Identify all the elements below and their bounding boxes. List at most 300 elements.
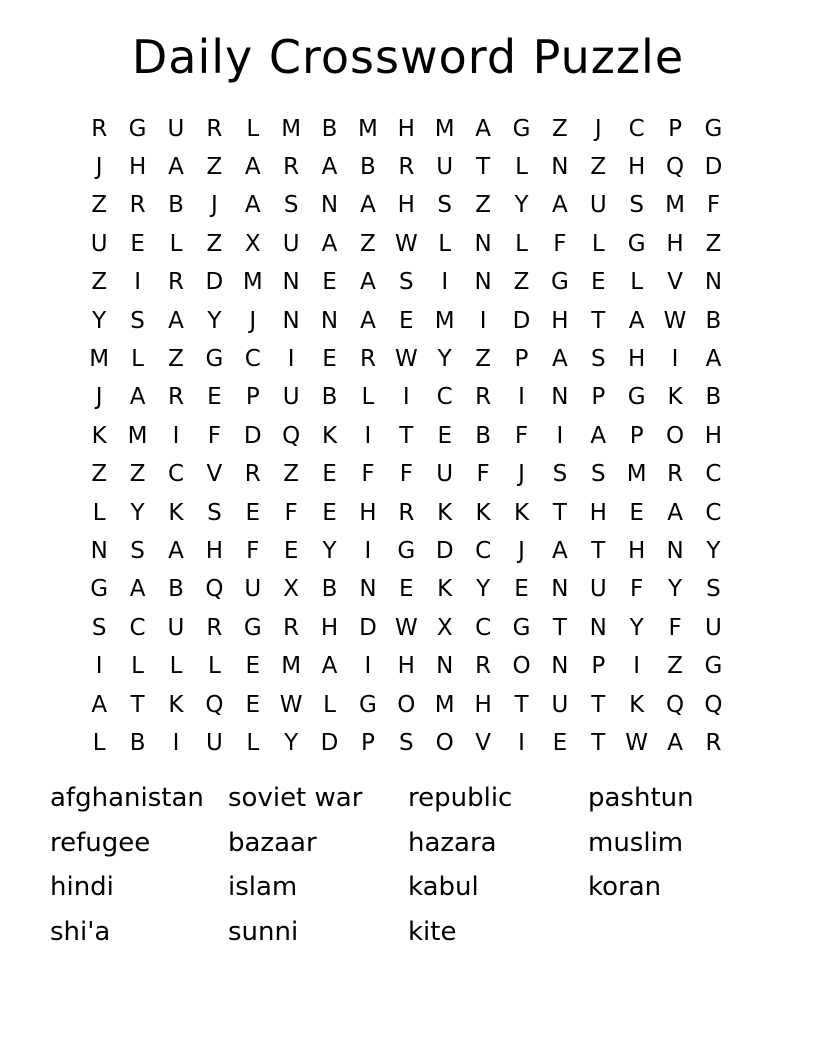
grid-letter: G: [359, 691, 377, 718]
grid-letter: Y: [476, 576, 491, 603]
grid-letter: R: [398, 154, 415, 181]
grid-letter: E: [130, 230, 145, 257]
grid-letter: I: [556, 422, 564, 449]
grid-letter: R: [129, 192, 146, 219]
grid-letter: Y: [284, 729, 299, 756]
word-list-item: soviet war: [228, 783, 363, 814]
grid-letter: N: [704, 269, 723, 296]
grid-letter: R: [283, 614, 300, 641]
grid-letter: R: [206, 115, 223, 142]
grid-letter: G: [627, 230, 646, 257]
grid-letter: A: [667, 729, 683, 756]
grid-letter: A: [168, 307, 184, 334]
grid-letter: E: [322, 346, 337, 373]
grid-letter: L: [131, 653, 144, 680]
grid-letter: L: [323, 691, 336, 718]
grid-letter: U: [167, 115, 185, 142]
grid-letter: F: [706, 192, 721, 219]
grid-letter: R: [167, 384, 184, 411]
word-list: [50, 776, 768, 954]
grid-letter: D: [704, 154, 723, 181]
grid-letter: V: [667, 269, 683, 296]
grid-letter: S: [130, 537, 145, 564]
word-list-item: kabul: [408, 872, 479, 903]
grid-letter: L: [169, 230, 183, 257]
grid-letter: T: [552, 499, 567, 526]
grid-letter: S: [590, 346, 606, 373]
grid-letter: M: [665, 192, 685, 219]
grid-letter: W: [663, 307, 687, 334]
grid-letter: J: [210, 192, 218, 219]
grid-letter: M: [281, 115, 302, 142]
word-list-item: refugee: [50, 827, 151, 858]
grid-letter: C: [475, 614, 492, 641]
grid-letter: C: [436, 384, 453, 411]
grid-letter: Y: [130, 499, 145, 526]
grid-letter: T: [591, 307, 606, 334]
grid-letter: K: [437, 499, 453, 526]
grid-letter: R: [359, 346, 376, 373]
grid-letter: O: [666, 422, 685, 449]
grid-letter: U: [282, 230, 300, 257]
grid-letter: Z: [552, 115, 568, 142]
grid-letter: N: [436, 653, 454, 680]
grid-letter: T: [130, 691, 145, 718]
grid-letter: L: [361, 384, 375, 411]
grid-letter: G: [704, 115, 723, 142]
grid-letter: Y: [207, 307, 222, 334]
grid-letter: E: [245, 653, 261, 680]
grid-letter: A: [360, 307, 376, 334]
grid-letter: E: [629, 499, 644, 526]
grid-letter: R: [475, 384, 492, 411]
grid-letter: S: [283, 192, 299, 219]
grid-letter: Y: [668, 576, 683, 603]
grid-letter: A: [628, 307, 645, 334]
grid-letter: F: [630, 576, 644, 603]
grid-letter: L: [515, 230, 528, 257]
grid-letter: H: [666, 230, 684, 257]
grid-letter: U: [705, 614, 722, 641]
grid-letter: Q: [205, 576, 224, 603]
grid-letter: C: [475, 537, 492, 564]
grid-letter: M: [242, 269, 263, 296]
grid-letter: O: [512, 653, 531, 680]
grid-letter: U: [551, 691, 569, 718]
grid-letter: Y: [437, 346, 452, 373]
grid-letter: B: [321, 576, 338, 603]
grid-letter: A: [168, 537, 184, 564]
grid-letter: J: [95, 154, 103, 181]
grid-letter: N: [90, 537, 108, 564]
grid-letter: P: [591, 384, 606, 411]
word-list-item: pashtun: [588, 783, 694, 814]
grid-letter: C: [129, 614, 146, 641]
grid-letter: T: [552, 614, 567, 641]
grid-letter: F: [399, 461, 413, 488]
grid-letter: T: [476, 154, 491, 181]
word-list-item: kite: [408, 916, 457, 947]
grid-letter: L: [92, 729, 106, 756]
grid-letter: F: [514, 422, 529, 449]
grid-letter: A: [321, 653, 338, 680]
grid-letter: I: [671, 346, 679, 373]
grid-letter: W: [394, 614, 418, 641]
grid-letter: B: [168, 576, 184, 603]
grid-letter: F: [361, 461, 375, 488]
grid-letter: B: [705, 307, 722, 334]
grid-letter: M: [89, 346, 110, 373]
grid-letter: S: [130, 307, 145, 334]
grid-letter: E: [514, 576, 529, 603]
grid-letter: L: [515, 154, 528, 181]
word-list-item: republic: [408, 783, 513, 814]
grid-letter: B: [321, 384, 338, 411]
grid-letter: Q: [666, 154, 685, 181]
grid-letter: M: [434, 307, 455, 334]
grid-letter: R: [667, 461, 684, 488]
word-list-item: hazara: [408, 827, 497, 858]
grid-letter: R: [206, 614, 223, 641]
grid-letter: E: [552, 729, 568, 756]
grid-letter: U: [282, 384, 300, 411]
grid-letter: K: [168, 691, 184, 718]
grid-letter: C: [167, 461, 184, 488]
grid-letter: A: [552, 192, 568, 219]
grid-letter: Y: [92, 307, 107, 334]
grid-letter: E: [322, 461, 337, 488]
grid-letter: M: [127, 422, 148, 449]
grid-letter: S: [399, 729, 414, 756]
grid-letter: J: [518, 537, 525, 564]
grid-letter: Z: [475, 346, 491, 373]
grid-letter: E: [322, 499, 337, 526]
grid-letter: Q: [666, 691, 685, 718]
grid-letter: A: [129, 384, 146, 411]
grid-letter: D: [320, 729, 339, 756]
grid-letter: X: [283, 576, 300, 603]
grid-letter: I: [364, 422, 372, 449]
grid-letter: I: [364, 537, 372, 564]
grid-letter: K: [513, 499, 530, 526]
grid-letter: N: [474, 230, 492, 257]
grid-letter: I: [441, 269, 449, 296]
grid-letter: H: [628, 537, 646, 564]
grid-letter: L: [591, 230, 605, 257]
grid-letter: V: [475, 729, 491, 756]
grid-letter: T: [514, 691, 529, 718]
grid-letter: Q: [282, 422, 301, 449]
grid-letter: E: [437, 422, 452, 449]
grid-letter: R: [475, 653, 492, 680]
grid-letter: H: [589, 499, 607, 526]
page-title: Daily Crossword Puzzle: [131, 30, 685, 84]
grid-letter: R: [244, 461, 261, 488]
grid-letter: H: [551, 307, 569, 334]
grid-letter: G: [512, 614, 531, 641]
grid-letter: A: [667, 499, 683, 526]
grid-letter: N: [474, 269, 492, 296]
grid-letter: Z: [283, 461, 300, 488]
grid-letter: N: [320, 192, 339, 219]
grid-letter: I: [172, 422, 180, 449]
grid-letter: K: [91, 422, 107, 449]
grid-letter: G: [243, 614, 262, 641]
word-list-item: hindi: [50, 872, 114, 903]
grid-letter: C: [244, 346, 261, 373]
grid-letter: L: [92, 499, 106, 526]
word-list-item: shi'a: [50, 916, 111, 947]
grid-letter: G: [512, 115, 531, 142]
grid-letter: A: [168, 154, 184, 181]
grid-letter: D: [359, 614, 377, 641]
grid-letter: I: [134, 269, 141, 296]
grid-letter: O: [397, 691, 416, 718]
grid-letter: H: [397, 192, 415, 219]
grid-letter: A: [360, 269, 376, 296]
grid-letter: E: [591, 269, 606, 296]
grid-letter: W: [279, 691, 303, 718]
grid-letter: H: [320, 614, 339, 641]
grid-letter: Z: [91, 461, 108, 488]
grid-letter: C: [705, 461, 722, 488]
grid-letter: B: [475, 422, 491, 449]
grid-letter: F: [476, 461, 490, 488]
word-list-item: islam: [228, 872, 298, 903]
grid-letter: S: [552, 461, 568, 488]
grid-letter: H: [205, 537, 224, 564]
grid-letter: Z: [513, 269, 530, 296]
grid-letter: A: [590, 422, 607, 449]
grid-letter: C: [705, 499, 722, 526]
grid-letter: K: [437, 576, 453, 603]
grid-letter: Z: [360, 230, 376, 257]
grid-letter: S: [207, 499, 222, 526]
grid-letter: K: [168, 499, 184, 526]
grid-letter: U: [90, 230, 108, 257]
grid-letter: H: [397, 115, 415, 142]
grid-letter: A: [360, 192, 376, 219]
grid-letter: N: [282, 307, 300, 334]
grid-letter: A: [244, 192, 261, 219]
grid-letter: W: [625, 729, 649, 756]
grid-letter: Z: [206, 230, 223, 257]
grid-letter: Z: [129, 461, 146, 488]
grid-letter: U: [589, 576, 607, 603]
grid-letter: N: [551, 576, 569, 603]
grid-letter: N: [589, 614, 607, 641]
grid-letter: Z: [91, 269, 108, 296]
grid-letter: F: [284, 499, 298, 526]
word-search-grid: [80, 110, 733, 763]
grid-letter: H: [397, 653, 415, 680]
grid-letter: L: [438, 230, 452, 257]
word-list-item: koran: [588, 872, 662, 903]
grid-letter: Z: [667, 653, 683, 680]
grid-letter: D: [243, 422, 262, 449]
grid-letter: U: [436, 461, 454, 488]
grid-letter: H: [628, 154, 646, 181]
grid-letter: A: [705, 346, 722, 373]
grid-letter: A: [91, 691, 108, 718]
grid-letter: S: [706, 576, 721, 603]
grid-letter: Z: [705, 230, 722, 257]
grid-letter: Y: [706, 537, 721, 564]
grid-letter: T: [591, 537, 606, 564]
grid-letter: E: [283, 537, 299, 564]
grid-letter: N: [551, 384, 569, 411]
grid-letter: F: [207, 422, 221, 449]
grid-letter: A: [129, 576, 146, 603]
grid-letter: L: [131, 346, 144, 373]
grid-letter: P: [245, 384, 260, 411]
grid-letter: X: [244, 230, 261, 257]
grid-letter: Z: [168, 346, 184, 373]
grid-letter: A: [321, 154, 338, 181]
grid-letter: T: [591, 691, 606, 718]
grid-letter: R: [283, 154, 300, 181]
grid-letter: F: [668, 614, 682, 641]
grid-letter: J: [249, 307, 257, 334]
grid-letter: J: [594, 115, 602, 142]
grid-letter: K: [629, 691, 645, 718]
grid-letter: Q: [704, 691, 723, 718]
grid-letter: D: [205, 269, 224, 296]
grid-letter: N: [551, 154, 569, 181]
grid-letter: P: [668, 115, 682, 142]
grid-letter: D: [435, 537, 454, 564]
grid-letter: N: [282, 269, 300, 296]
grid-letter: H: [359, 499, 377, 526]
grid-letter: A: [552, 537, 568, 564]
grid-letter: I: [479, 307, 487, 334]
grid-letter: A: [321, 230, 338, 257]
grid-letter: E: [207, 384, 222, 411]
word-list-item: bazaar: [228, 827, 317, 858]
grid-letter: L: [246, 115, 260, 142]
grid-letter: A: [552, 346, 568, 373]
grid-letter: S: [629, 192, 644, 219]
grid-letter: U: [167, 614, 185, 641]
grid-letter: R: [398, 499, 415, 526]
grid-letter: H: [628, 346, 646, 373]
grid-letter: W: [394, 230, 418, 257]
grid-letter: I: [287, 346, 295, 373]
grid-letter: E: [399, 307, 414, 334]
word-list-item: muslim: [588, 827, 684, 858]
grid-letter: V: [206, 461, 223, 488]
grid-letter: G: [550, 269, 569, 296]
grid-letter: N: [359, 576, 377, 603]
grid-letter: S: [590, 461, 606, 488]
grid-letter: F: [246, 537, 260, 564]
grid-letter: T: [399, 422, 414, 449]
grid-letter: J: [518, 461, 525, 488]
grid-letter: Y: [629, 614, 644, 641]
grid-letter: Y: [514, 192, 529, 219]
grid-letter: C: [628, 115, 645, 142]
grid-letter: I: [518, 384, 525, 411]
grid-letter: K: [321, 422, 338, 449]
grid-letter: F: [553, 230, 567, 257]
grid-letter: S: [437, 192, 453, 219]
grid-letter: Z: [590, 154, 607, 181]
grid-letter: R: [167, 269, 184, 296]
grid-letter: A: [475, 115, 491, 142]
grid-letter: O: [435, 729, 454, 756]
grid-letter: L: [207, 653, 221, 680]
grid-letter: Z: [206, 154, 223, 181]
grid-letter: H: [128, 154, 147, 181]
grid-letter: M: [434, 115, 455, 142]
grid-letter: E: [399, 576, 414, 603]
grid-letter: N: [320, 307, 339, 334]
grid-letter: G: [90, 576, 109, 603]
grid-letter: B: [360, 154, 376, 181]
grid-letter: H: [474, 691, 492, 718]
grid-letter: I: [364, 653, 372, 680]
grid-letter: E: [322, 269, 337, 296]
grid-letter: U: [205, 729, 223, 756]
grid-letter: G: [704, 653, 723, 680]
grid-letter: B: [129, 729, 146, 756]
grid-letter: I: [172, 729, 180, 756]
grid-letter: U: [436, 154, 454, 181]
grid-letter: B: [705, 384, 722, 411]
grid-letter: B: [321, 115, 338, 142]
grid-letter: L: [246, 729, 260, 756]
grid-letter: Q: [205, 691, 224, 718]
grid-letter: M: [626, 461, 647, 488]
grid-letter: K: [475, 499, 491, 526]
grid-letter: P: [629, 422, 644, 449]
grid-letter: P: [591, 653, 606, 680]
grid-letter: N: [551, 653, 569, 680]
grid-letter: I: [402, 384, 410, 411]
grid-letter: G: [627, 384, 646, 411]
grid-letter: S: [91, 614, 107, 641]
grid-letter: D: [512, 307, 531, 334]
grid-letter: W: [394, 346, 418, 373]
grid-letter: G: [397, 537, 416, 564]
grid-letter: L: [630, 269, 644, 296]
grid-letter: R: [705, 729, 722, 756]
grid-letter: U: [589, 192, 607, 219]
grid-letter: P: [360, 729, 375, 756]
grid-letter: J: [95, 384, 103, 411]
grid-letter: M: [358, 115, 378, 142]
grid-letter: Y: [322, 537, 337, 564]
grid-letter: Z: [475, 192, 491, 219]
grid-letter: Z: [91, 192, 108, 219]
grid-letter: I: [95, 653, 103, 680]
grid-letter: K: [667, 384, 683, 411]
grid-letter: A: [244, 154, 261, 181]
grid-letter: G: [128, 115, 147, 142]
grid-letter: L: [169, 653, 183, 680]
word-list-item: sunni: [228, 916, 299, 947]
grid-letter: S: [399, 269, 414, 296]
grid-letter: M: [281, 653, 302, 680]
grid-letter: M: [434, 691, 455, 718]
grid-letter: R: [91, 115, 108, 142]
grid-letter: I: [518, 729, 525, 756]
grid-letter: E: [245, 499, 261, 526]
grid-letter: E: [245, 691, 261, 718]
word-list-item: afghanistan: [50, 783, 204, 814]
grid-letter: X: [436, 614, 453, 641]
grid-letter: B: [168, 192, 184, 219]
